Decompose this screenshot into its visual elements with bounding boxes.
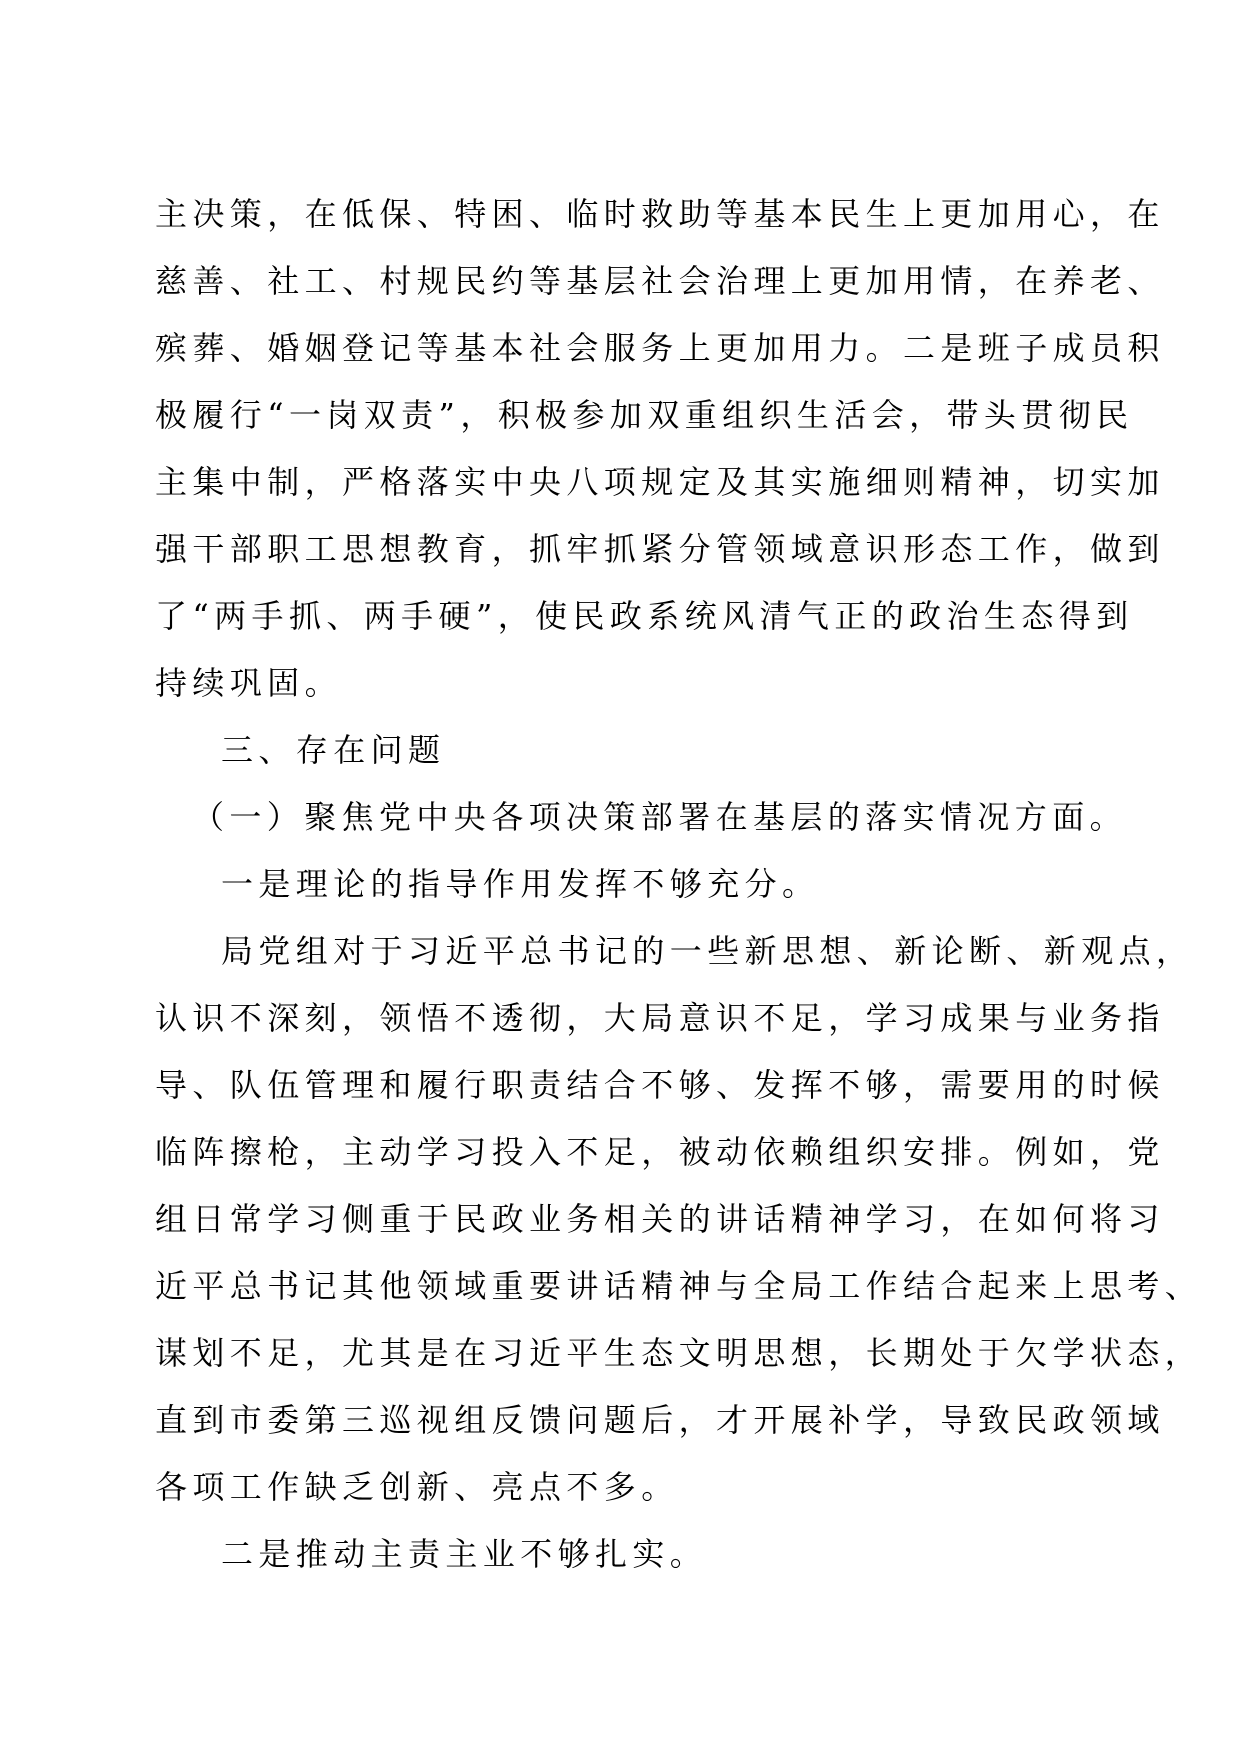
paragraph-line: 殡葬、婚姻登记等基本社会服务上更加用力。二是班子成员积 bbox=[155, 329, 1165, 367]
point-heading: 二是推动主责主业不够扎实。 bbox=[221, 1535, 708, 1573]
paragraph-line: 持续巩固。 bbox=[155, 664, 343, 702]
paragraph-line: 近平总书记其他领域重要讲话精神与全局工作结合起来上思考、 bbox=[155, 1267, 1203, 1305]
paragraph-line: 主集中制，严格落实中央八项规定及其实施细则精神，切实加 bbox=[155, 463, 1165, 501]
paragraph-line: 各项工作缺乏创新、亮点不多。 bbox=[155, 1468, 679, 1506]
paragraph-line: 慈善、社工、村规民约等基层社会治理上更加用情，在养老、 bbox=[155, 262, 1165, 300]
point-heading: 一是理论的指导作用发挥不够充分。 bbox=[221, 865, 820, 903]
paragraph-line: 临阵擦枪，主动学习投入不足，被动依赖组织安排。例如，党 bbox=[155, 1133, 1165, 1171]
subsection-heading: （一）聚焦党中央各项决策部署在基层的落实情况方面。 bbox=[192, 798, 1128, 836]
paragraph-line: 主决策，在低保、特困、临时救助等基本民生上更加用心，在 bbox=[155, 195, 1165, 233]
paragraph-line: 认识不深刻，领悟不透彻，大局意识不足，学习成果与业务指 bbox=[155, 999, 1165, 1037]
paragraph-line: 谋划不足，尤其是在习近平生态文明思想，长期处于欠学状态， bbox=[155, 1334, 1203, 1372]
paragraph-line: 极履行“一岗双责”，积极参加双重组织生活会，带头贯彻民 bbox=[155, 396, 1134, 434]
paragraph-line: 直到市委第三巡视组反馈问题后，才开展补学，导致民政领域 bbox=[155, 1401, 1165, 1439]
paragraph-line: 了“两手抓、两手硬”，使民政系统风清气正的政治生态得到 bbox=[155, 597, 1134, 635]
section-heading: 三、存在问题 bbox=[221, 731, 446, 769]
paragraph-line: 局党组对于习近平总书记的一些新思想、新论断、新观点， bbox=[221, 932, 1194, 970]
paragraph-line: 强干部职工思想教育，抓牢抓紧分管领域意识形态工作，做到 bbox=[155, 530, 1165, 568]
paragraph-line: 组日常学习侧重于民政业务相关的讲话精神学习，在如何将习 bbox=[155, 1200, 1165, 1238]
paragraph-line: 导、队伍管理和履行职责结合不够、发挥不够，需要用的时候 bbox=[155, 1066, 1165, 1104]
